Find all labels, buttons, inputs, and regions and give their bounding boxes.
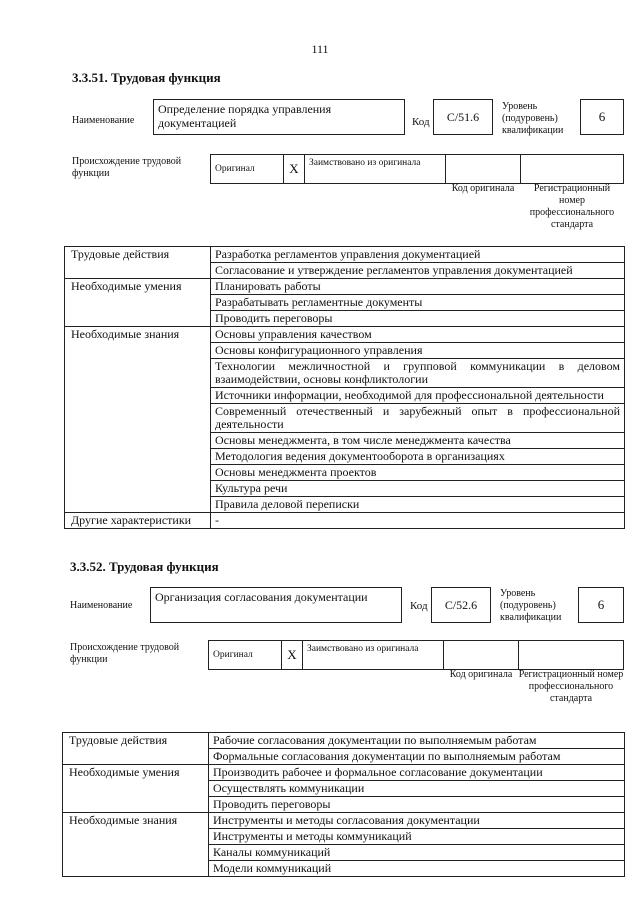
row-category: Другие характеристики (65, 513, 211, 529)
row-item: Инструменты и методы коммуникаций (209, 829, 625, 845)
table-row (63, 813, 625, 829)
table-row (65, 327, 625, 343)
row-item: Производить рабочее и формальное согласование документации (209, 765, 625, 781)
row-item: Модели коммуникаций (209, 861, 625, 877)
original-cell: Оригинал (208, 640, 282, 670)
table-row (65, 279, 625, 295)
row-category: Необходимые умения (63, 765, 209, 813)
row-category: Трудовые действия (63, 733, 209, 765)
function-name-box: Организация согласования документации (150, 587, 402, 623)
original-code-caption: Код оригинала (451, 183, 515, 194)
row-item: Современный отечественный и зарубежный опыт в профессиональной деятельности (211, 404, 625, 433)
borrowed-cell: Заимствовано из оригинала (302, 640, 444, 670)
row-item: Формальные согласования документации по выполняемым работам (209, 749, 625, 765)
original-code-caption: Код оригинала (449, 669, 513, 680)
original-mark-cell: X (283, 154, 305, 184)
row-item: Осуществлять коммуникации (209, 781, 625, 797)
row-item: Согласование и утверждение регламентов управления документацией (211, 263, 625, 279)
reg-number-cell (520, 154, 624, 184)
section-title: 3.3.52. Трудовая функция (70, 559, 219, 574)
row-item: Источники информации, необходимой для профессиональной деятельности (211, 388, 625, 404)
table-body (63, 733, 625, 877)
row-item: Разработка регламентов управления документацией (211, 247, 625, 263)
table-row (63, 733, 625, 749)
code-label: Код (412, 116, 430, 128)
original-cell: Оригинал (210, 154, 284, 184)
table-body (65, 247, 625, 529)
row-item: Разрабатывать регламентные документы (211, 295, 625, 311)
reg-number-cell (518, 640, 624, 670)
origin-label: Происхождение трудовой функции (70, 642, 180, 665)
table-row (63, 765, 625, 781)
row-item: Основы управления качеством (211, 327, 625, 343)
labor-function-table (64, 246, 625, 529)
level-value-box: 6 (580, 99, 624, 135)
row-item: - (211, 513, 625, 529)
original-code-cell (443, 640, 519, 670)
row-item: Инструменты и методы согласования документации (209, 813, 625, 829)
borrowed-cell: Заимствовано из оригинала (304, 154, 446, 184)
row-item: Проводить переговоры (211, 311, 625, 327)
page-number: 111 (311, 42, 329, 56)
row-item: Технологии межличностной и групповой коммуникации в деловом взаимодействии, основы конфликтологии (211, 359, 625, 388)
row-item: Рабочие согласования документации по выполняемым работам (209, 733, 625, 749)
row-item: Проводить переговоры (209, 797, 625, 813)
function-name-box: Определение порядка управления документацией (153, 99, 405, 135)
row-item: Методология ведения документооборота в организациях (211, 449, 625, 465)
labor-function-table (62, 732, 625, 877)
row-item: Культура речи (211, 481, 625, 497)
code-value-box: C/52.6 (431, 587, 491, 623)
row-item: Основы конфигурационного управления (211, 343, 625, 359)
reg-number-caption: Регистрационный номер профессионального стандарта (529, 183, 615, 230)
level-label: Уровень (подуровень) квалификации (502, 101, 564, 136)
row-item: Основы менеджмента проектов (211, 465, 625, 481)
section-title: 3.3.51. Трудовая функция (72, 70, 221, 85)
code-label: Код (410, 600, 428, 612)
row-category: Необходимые знания (65, 327, 211, 513)
row-item: Основы менеджмента, в том числе менеджмента качества (211, 433, 625, 449)
level-value-box: 6 (578, 587, 624, 623)
original-mark-cell: X (281, 640, 303, 670)
row-item: Каналы коммуникаций (209, 845, 625, 861)
name-label: Наименование (72, 115, 135, 126)
origin-label: Происхождение трудовой функции (72, 156, 182, 179)
row-category: Трудовые действия (65, 247, 211, 279)
name-label: Наименование (70, 600, 133, 611)
code-value-box: C/51.6 (433, 99, 493, 135)
level-label: Уровень (подуровень) квалификации (500, 588, 562, 623)
row-item: Правила деловой переписки (211, 497, 625, 513)
original-code-cell (445, 154, 521, 184)
row-category: Необходимые знания (63, 813, 209, 877)
table-row (65, 247, 625, 263)
row-item: Планировать работы (211, 279, 625, 295)
table-row (65, 513, 625, 529)
reg-number-caption: Регистрационный номер профессионального стандарта (518, 669, 624, 704)
row-category: Необходимые умения (65, 279, 211, 327)
